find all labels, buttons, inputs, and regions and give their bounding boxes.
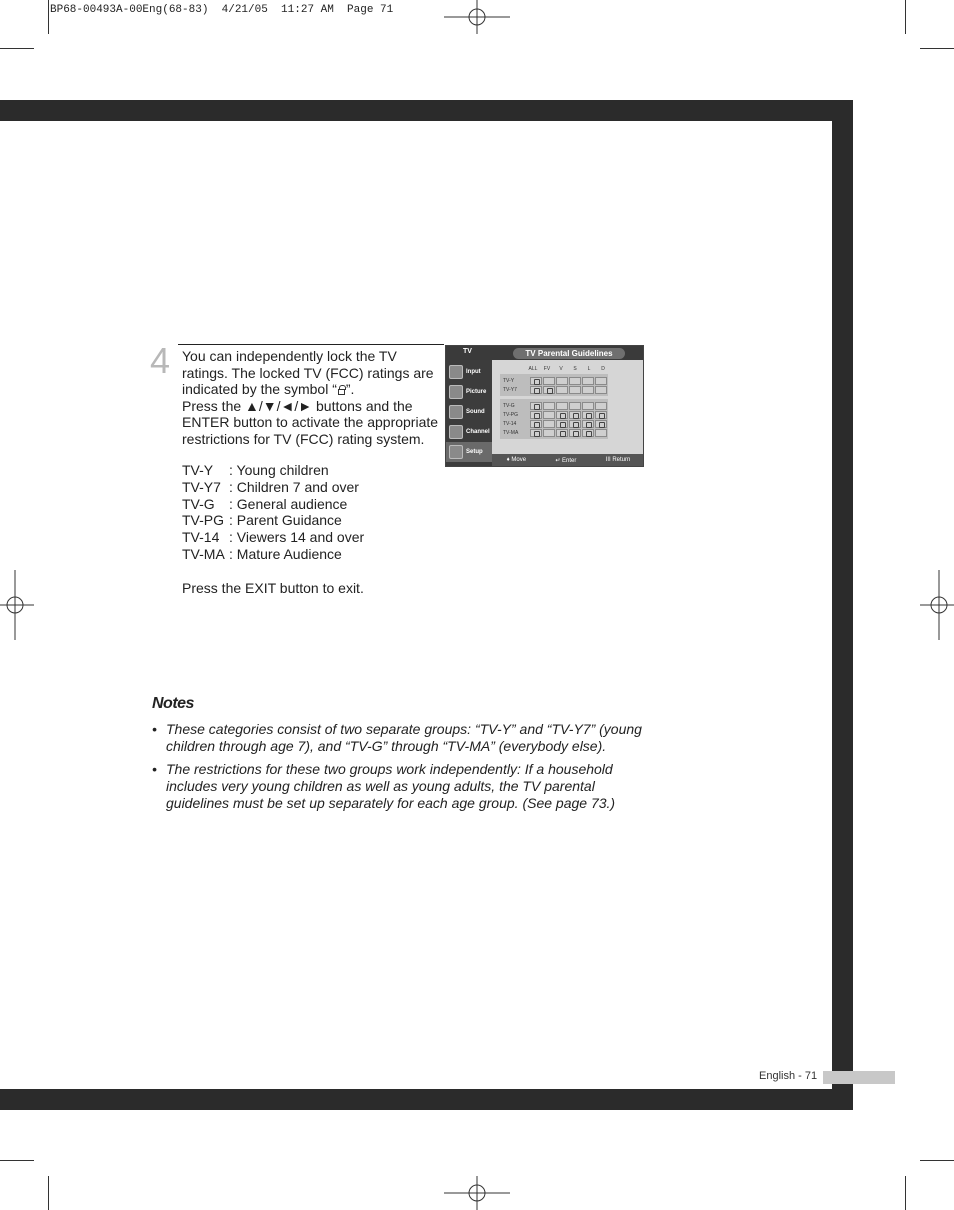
- crop-mark: [905, 1176, 906, 1210]
- step-rule: [178, 344, 444, 345]
- grid-col-label: D: [601, 366, 605, 372]
- unlocked-cell: [569, 377, 581, 385]
- grid-col-label: S: [573, 366, 577, 372]
- rating-code: TV-PG: [182, 512, 225, 529]
- tv-header-bar: [446, 346, 644, 360]
- tv-menu-label: Input: [466, 369, 481, 375]
- rating-grid-row-label: TV-14: [503, 420, 517, 427]
- locked-cell: [530, 377, 542, 385]
- rating-row: [182, 496, 364, 513]
- grid-col-label: V: [559, 366, 563, 372]
- rating-grid-row: [500, 376, 608, 385]
- rating-grid-row: [500, 401, 608, 410]
- bullet: •: [152, 761, 157, 777]
- locked-cell: [543, 386, 555, 394]
- crop-mark: [48, 0, 49, 34]
- unlocked-cell: [543, 402, 555, 410]
- rating-desc: : Young children: [229, 462, 329, 478]
- rating-desc: : Children 7 and over: [229, 478, 359, 495]
- rating-grid-row-label: TV-PG: [503, 411, 519, 418]
- step-paragraph-2: Press the ▲/▼/◄/► buttons and the ENTER button to activate the appropriate restrictions for TV (FCC) rating system.: [182, 397, 439, 447]
- rating-row: [182, 479, 364, 496]
- rating-desc: : Mature Audience: [229, 545, 342, 562]
- crop-mark: [0, 48, 34, 49]
- step-text-1-end: ”.: [345, 381, 355, 397]
- tv-bottom-bar: [492, 454, 644, 466]
- crop-mark: [905, 0, 906, 34]
- locked-cell: [530, 429, 542, 437]
- rating-row: [182, 529, 364, 546]
- ratings-list: [182, 462, 364, 563]
- notes-heading: Notes: [152, 695, 194, 712]
- unlocked-cell: [543, 411, 555, 419]
- tv-menu-title: TV Parental Guidelines: [513, 348, 625, 359]
- tv-screen-illustration: [445, 345, 644, 467]
- rating-code: TV-Y: [182, 462, 214, 478]
- exit-instruction: Press the EXIT button to exit.: [182, 580, 364, 596]
- rating-row: [182, 546, 364, 563]
- rating-row: [182, 462, 364, 479]
- rating-row: [182, 512, 364, 529]
- rating-group-young: [500, 374, 608, 396]
- rating-grid-row-label: TV-Y7: [503, 386, 517, 393]
- unlocked-cell: [556, 386, 568, 394]
- unlocked-cell: [595, 377, 607, 385]
- locked-cell: [582, 420, 594, 428]
- tv-menu-item-input: [446, 362, 492, 382]
- bullet: •: [152, 721, 157, 737]
- step-number: 4: [150, 340, 171, 381]
- crop-mark: [920, 48, 954, 49]
- unlocked-cell: [569, 402, 581, 410]
- lock-icon: [337, 385, 346, 395]
- locked-cell: [595, 411, 607, 419]
- print-slug: BP68-00493A-00Eng(68-83) 4/21/05 11:27 AM Page 71: [50, 4, 394, 16]
- crop-mark: [0, 1160, 34, 1161]
- rating-grid-row: [500, 385, 608, 394]
- rating-code: TV-G: [182, 495, 215, 512]
- step-instructions: [182, 348, 440, 447]
- unlocked-cell: [595, 386, 607, 394]
- tv-menu-item-sound: [446, 402, 492, 422]
- grid-col-label: FV: [543, 366, 551, 372]
- rating-grid-header: [526, 366, 610, 372]
- rating-code: TV-Y7: [182, 478, 221, 495]
- grid-col-label: ALL: [528, 366, 538, 372]
- crop-mark: [48, 1176, 49, 1210]
- note-item: [152, 721, 652, 755]
- tv-menu-item-setup: [446, 442, 492, 462]
- unlocked-cell: [556, 377, 568, 385]
- tv-menu-label: Setup: [466, 449, 483, 455]
- unlocked-cell: [582, 402, 594, 410]
- registration-mark: [444, 1176, 510, 1210]
- rating-grid-row: [500, 410, 608, 419]
- rating-desc: : Viewers 14 and over: [229, 529, 365, 546]
- locked-cell: [582, 411, 594, 419]
- note-text: The restrictions for these two groups work independently: If a household includes very young children as well as young adults, the TV parental guidelines must be set up separately for each age group. (See page 73.): [166, 761, 616, 811]
- page-frame-top: [0, 100, 853, 121]
- setup-icon: [449, 445, 463, 459]
- input-icon: [449, 365, 463, 379]
- tv-side-menu: [446, 360, 492, 466]
- locked-cell: [569, 411, 581, 419]
- locked-cell: [556, 420, 568, 428]
- locked-cell: [530, 386, 542, 394]
- page-frame-bottom: [0, 1089, 853, 1110]
- channel-icon: [449, 425, 463, 439]
- return-hint: III Return: [605, 457, 631, 463]
- rating-grid-row: [500, 419, 608, 428]
- sound-icon: [449, 405, 463, 419]
- note-text: These categories consist of two separate groups: “TV-Y” and “TV-Y7” (young children through age 7), and “TV-G” through “TV-MA” (everybody else).: [166, 721, 642, 754]
- rating-grid-row: [500, 428, 608, 437]
- page-number: English - 71: [759, 1070, 818, 1082]
- unlocked-cell: [582, 377, 594, 385]
- locked-cell: [530, 402, 542, 410]
- rating-code: TV-14: [182, 529, 220, 546]
- locked-cell: [530, 420, 542, 428]
- step-paragraph-1: [182, 348, 440, 398]
- rating-grid-row-label: TV-MA: [503, 429, 519, 436]
- rating-grid-row-label: TV-G: [503, 402, 515, 409]
- locked-cell: [582, 429, 594, 437]
- rating-grid-row-label: TV-Y: [503, 377, 515, 384]
- rating-group-general: [500, 399, 608, 439]
- rating-desc: : General audience: [229, 495, 348, 512]
- crop-mark: [920, 1160, 954, 1161]
- locked-cell: [530, 411, 542, 419]
- footer-bar: [823, 1071, 895, 1084]
- locked-cell: [595, 420, 607, 428]
- step-text-1: You can independently lock the TV ratings. The locked TV (FCC) ratings are indicated by the symbol “: [182, 348, 434, 397]
- unlocked-cell: [543, 429, 555, 437]
- note-item: [152, 761, 652, 812]
- picture-icon: [449, 385, 463, 399]
- rating-code: TV-MA: [182, 545, 225, 562]
- unlocked-cell: [582, 386, 594, 394]
- tv-menu-item-picture: [446, 382, 492, 402]
- unlocked-cell: [595, 429, 607, 437]
- move-hint: ♦ Move: [506, 457, 527, 463]
- registration-mark: [0, 570, 34, 640]
- page-frame-right: [832, 100, 853, 1110]
- grid-col-label: L: [587, 366, 591, 372]
- tv-menu-item-channel: [446, 422, 492, 442]
- unlocked-cell: [543, 377, 555, 385]
- unlocked-cell: [595, 402, 607, 410]
- registration-mark: [920, 570, 954, 640]
- unlocked-cell: [556, 402, 568, 410]
- locked-cell: [569, 429, 581, 437]
- rating-grid: [500, 374, 608, 442]
- unlocked-cell: [569, 386, 581, 394]
- tv-menu-label: Sound: [466, 409, 485, 415]
- registration-mark: [444, 0, 510, 34]
- locked-cell: [569, 420, 581, 428]
- rating-desc: : Parent Guidance: [229, 512, 342, 529]
- enter-hint: ↵ Enter: [555, 457, 577, 464]
- locked-cell: [556, 429, 568, 437]
- unlocked-cell: [543, 420, 555, 428]
- tv-menu-label: Channel: [466, 429, 490, 435]
- tv-menu-label: Picture: [466, 389, 487, 395]
- locked-cell: [556, 411, 568, 419]
- tv-mode-label: TV: [463, 348, 472, 355]
